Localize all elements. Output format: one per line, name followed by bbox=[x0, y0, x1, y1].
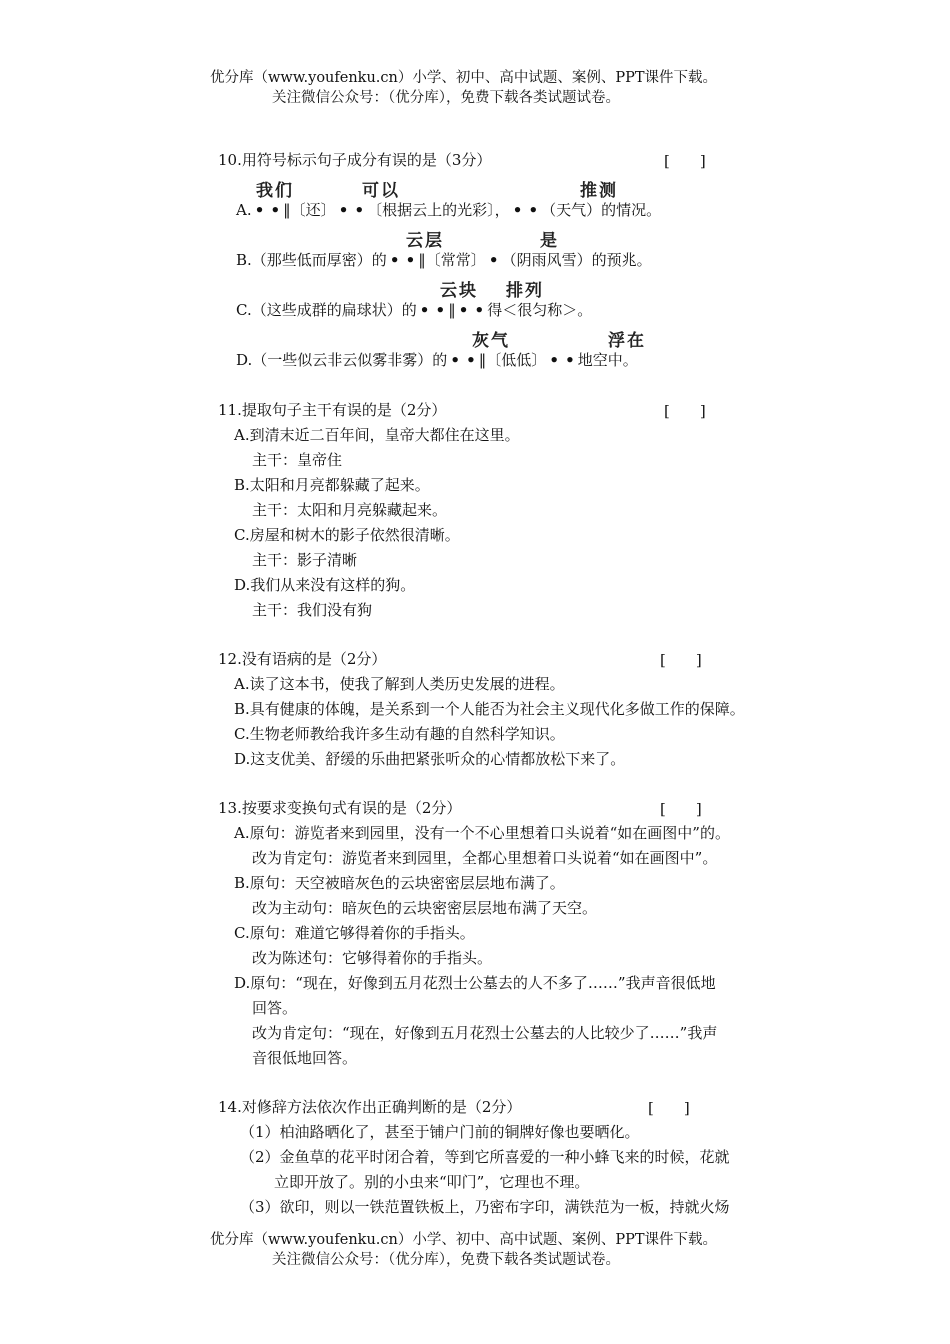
q13-line: D.原句：“现在，好像到五月花烈士公墓去的人不多了……”我声音很低地 bbox=[234, 974, 716, 992]
dot-mark: • bbox=[389, 251, 400, 269]
q10-b-label: B.（那些低而厚密）的 bbox=[236, 251, 387, 269]
q10-answer-bracket: [ ] bbox=[664, 152, 706, 170]
q13-line: 回答。 bbox=[252, 999, 298, 1017]
q11-line: 主干：太阳和月亮躲藏起来。 bbox=[252, 501, 448, 519]
dot-mark: • bbox=[338, 201, 349, 219]
q14-line: （2）金鱼草的花平时闭合着，等到它所喜爱的一种小蜂飞来的时候，花就 bbox=[240, 1148, 730, 1166]
page-footer-line2: 关注微信公众号：（优分库），免费下载各类试题试卷。 bbox=[272, 1252, 620, 1268]
q10-option-b bbox=[236, 250, 652, 270]
dot-mark: • bbox=[270, 201, 281, 219]
q14-line: （1）柏油路晒化了，甚至于铺户门前的铜牌好像也要晒化。 bbox=[240, 1123, 640, 1141]
q12-option: A.读了这本书，使我了解到人类历史发展的进程。 bbox=[234, 675, 565, 693]
q10-d-part1: ‖〔低低〕 bbox=[478, 351, 547, 369]
q13-answer-bracket: [ ] bbox=[660, 800, 702, 818]
dot-mark: • bbox=[474, 301, 485, 319]
q10-option-c bbox=[236, 300, 592, 320]
q12-option: C.生物老师教给我许多生动有趣的自然科学知识。 bbox=[234, 725, 565, 743]
q13-title: 13.按要求变换句式有误的是（2分） bbox=[218, 799, 462, 817]
dot-mark: • bbox=[528, 201, 539, 219]
dot-mark: • bbox=[466, 351, 476, 369]
q13-line: 音很低地回答。 bbox=[252, 1049, 358, 1067]
q10-d-part2: 地空中。 bbox=[577, 351, 638, 369]
page-header-line1: 优分库（www.youfenku.cn）小学、初中、高中试题、案例、PPT课件下载。 bbox=[210, 70, 718, 86]
q13-line: 改为陈述句：它够得着你的手指头。 bbox=[252, 949, 493, 967]
q12-option: B.具有健康的体魄，是关系到一个人能否为社会主义现代化多做工作的保障。 bbox=[234, 700, 745, 718]
q10-c-word-2: 排列 bbox=[506, 281, 544, 301]
q10-a-word-3: 推测 bbox=[580, 181, 618, 201]
q10-b-part1: ‖〔常常〕 bbox=[418, 251, 486, 269]
q10-b-word-1: 云层 bbox=[406, 231, 444, 251]
page-footer-line1: 优分库（www.youfenku.cn）小学、初中、高中试题、案例、PPT课件下载。 bbox=[210, 1232, 718, 1248]
q14-line: （3）欲印，则以一铁范置铁板上，乃密布字印，满铁范为一板，持就火炀 bbox=[240, 1198, 730, 1216]
dot-mark: • bbox=[512, 201, 523, 219]
q12-option: D.这支优美、舒缓的乐曲把紧张听众的心情都放松下来了。 bbox=[234, 750, 626, 768]
dot-mark: • bbox=[354, 201, 365, 219]
q10-a-word-2: 可以 bbox=[362, 181, 400, 201]
q10-a-part1: ‖〔还〕 bbox=[283, 201, 336, 219]
q11-line: D.我们从来没有这样的狗。 bbox=[234, 576, 416, 594]
q13-line: 改为主动句：暗灰色的云块密密层层地布满了天空。 bbox=[252, 899, 598, 917]
q10-option-a bbox=[236, 200, 661, 220]
q10-d-word-2: 浮在 bbox=[608, 331, 646, 351]
q10-b-part2: （阴雨风雪）的预兆。 bbox=[501, 251, 652, 269]
page-header-line2: 关注微信公众号：（优分库），免费下载各类试题试卷。 bbox=[272, 90, 620, 106]
q13-line: B.原句：天空被暗灰色的云块密密层层地布满了。 bbox=[234, 874, 565, 892]
q11-line: 主干：皇帝住 bbox=[252, 451, 343, 469]
q13-line: A.原句：游览者来到园里，没有一个不心里想着口头说着“如在画图中”的。 bbox=[234, 824, 730, 842]
q13-line: C.原句：难道它够得着你的手指头。 bbox=[234, 924, 475, 942]
q11-answer-bracket: [ ] bbox=[664, 402, 706, 420]
q10-b-word-2: 是 bbox=[540, 231, 559, 251]
q11-line: 主干：影子清晰 bbox=[252, 551, 358, 569]
q10-d-word-1: 灰气 bbox=[472, 331, 510, 351]
q14-line: 立即开放了。别的小虫来“叩门”，它理也不理。 bbox=[274, 1173, 590, 1191]
dot-mark: • bbox=[419, 301, 430, 319]
q13-line: 改为肯定句：游览者来到园里，全都心里想着口头说着“如在画图中”。 bbox=[252, 849, 718, 867]
dot-mark: • bbox=[435, 301, 446, 319]
q11-line: A.到清末近二百年间，皇帝大都住在这里。 bbox=[234, 426, 520, 444]
dot-mark: • bbox=[450, 351, 460, 369]
q13-line: 改为肯定句：“现在，好像到五月花烈士公墓去的人比较少了……”我声 bbox=[252, 1024, 718, 1042]
q10-c-part1: ‖ bbox=[448, 301, 456, 319]
q14-answer-bracket: [ ] bbox=[648, 1099, 690, 1117]
dot-mark: • bbox=[405, 251, 416, 269]
q10-c-part2: 得＜很匀称＞。 bbox=[487, 301, 593, 319]
q12-answer-bracket: [ ] bbox=[660, 651, 702, 669]
q10-a-word-1: 我们 bbox=[256, 181, 294, 201]
q11-title: 11.提取句子主干有误的是（2分） bbox=[218, 401, 447, 419]
q11-line: 主干：我们没有狗 bbox=[252, 601, 373, 619]
dot-mark: • bbox=[565, 351, 575, 369]
dot-mark: • bbox=[458, 301, 469, 319]
q10-c-word-1: 云块 bbox=[440, 281, 478, 301]
q12-title: 12.没有语病的是（2分） bbox=[218, 650, 387, 668]
q10-c-label: C.（这些成群的扁球状）的 bbox=[236, 301, 417, 319]
q10-title: 10.用符号标示句子成分有误的是（3分） bbox=[218, 151, 492, 169]
dot-mark: • bbox=[254, 201, 265, 219]
q10-a-part2: 〔根据云上的光彩〕， bbox=[367, 201, 510, 219]
q11-line: C.房屋和树木的影子依然很清晰。 bbox=[234, 526, 460, 544]
q10-a-part3: （天气）的情况。 bbox=[541, 201, 662, 219]
dot-mark: • bbox=[549, 351, 559, 369]
dot-mark: • bbox=[488, 251, 499, 269]
q10-a-label: A. bbox=[236, 201, 252, 219]
q10-option-d bbox=[236, 350, 638, 370]
q14-title: 14.对修辞方法依次作出正确判断的是（2分） bbox=[218, 1098, 522, 1116]
q10-d-label: D.（一些似云非云似雾非雾）的 bbox=[236, 351, 448, 369]
q11-line: B.太阳和月亮都躲藏了起来。 bbox=[234, 476, 430, 494]
